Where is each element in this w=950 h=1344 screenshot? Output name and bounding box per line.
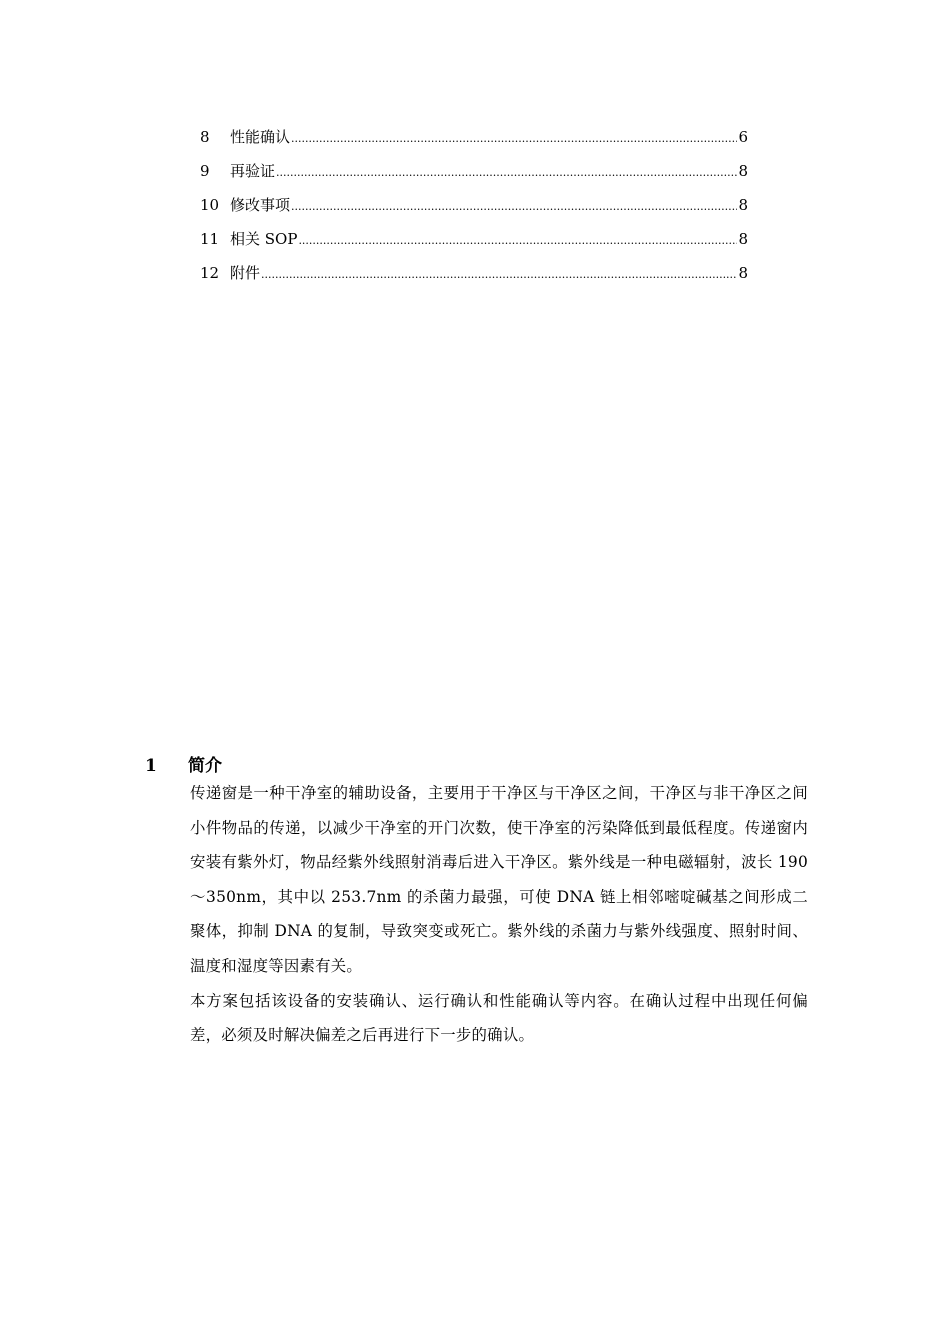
toc-dot-leader <box>291 194 737 220</box>
toc-entry-page: 6 <box>738 128 748 146</box>
toc-entry[interactable] <box>200 124 748 158</box>
section-number: 1 <box>145 756 157 776</box>
toc-entry-title: 相关 SOP <box>230 230 298 248</box>
toc-entry-title: 性能确认 <box>230 128 291 146</box>
section-body <box>190 776 808 1053</box>
section-title: 简介 <box>188 756 222 776</box>
toc-entry[interactable] <box>200 192 748 226</box>
toc-entry-number: 12 <box>200 264 220 282</box>
toc-dot-leader <box>298 228 737 254</box>
toc-dot-leader <box>291 126 737 152</box>
toc-entry-title: 附件 <box>230 264 261 282</box>
toc-entry-number: 10 <box>200 196 220 214</box>
toc-entry-page: 8 <box>738 196 748 214</box>
toc-entry[interactable] <box>200 226 748 260</box>
toc-entry-page: 8 <box>738 264 748 282</box>
toc-entry-title: 修改事项 <box>230 196 291 214</box>
toc-entry-number: 11 <box>200 230 220 248</box>
body-paragraph: 传递窗是一种干净室的辅助设备，主要用于干净区与干净区之间，干净区与非干净区之间小件物品的传递，以减少干净室的开门次数，使干净室的污染降低到最低程度。传递窗内安装有紫外灯，物品经紫外线照射消毒后进入干净区。紫外线是一种电磁辐射，波长 190～350nm，其中以 253.7nm 的杀菌力最强，可使 DNA 链上相邻嘧啶碱基之间形成二聚体，抑制 DNA 的复制，导致突变或死亡。紫外线的杀菌力与紫外线强度、照射时间、温度和湿度等因素有关。 <box>190 784 808 975</box>
section-heading <box>145 754 222 778</box>
toc-entry-number: 9 <box>200 162 210 180</box>
toc-entry-title: 再验证 <box>230 162 276 180</box>
toc-entry[interactable] <box>200 260 748 294</box>
table-of-contents <box>200 124 748 294</box>
toc-entry-number: 8 <box>200 128 210 146</box>
toc-dot-leader <box>276 160 737 186</box>
toc-entry-page: 8 <box>738 230 748 248</box>
toc-entry[interactable] <box>200 158 748 192</box>
toc-entry-page: 8 <box>738 162 748 180</box>
body-paragraph: 本方案包括该设备的安装确认、运行确认和性能确认等内容。在确认过程中出现任何偏差，必须及时解决偏差之后再进行下一步的确认。 <box>190 991 808 1045</box>
toc-dot-leader <box>261 262 737 288</box>
